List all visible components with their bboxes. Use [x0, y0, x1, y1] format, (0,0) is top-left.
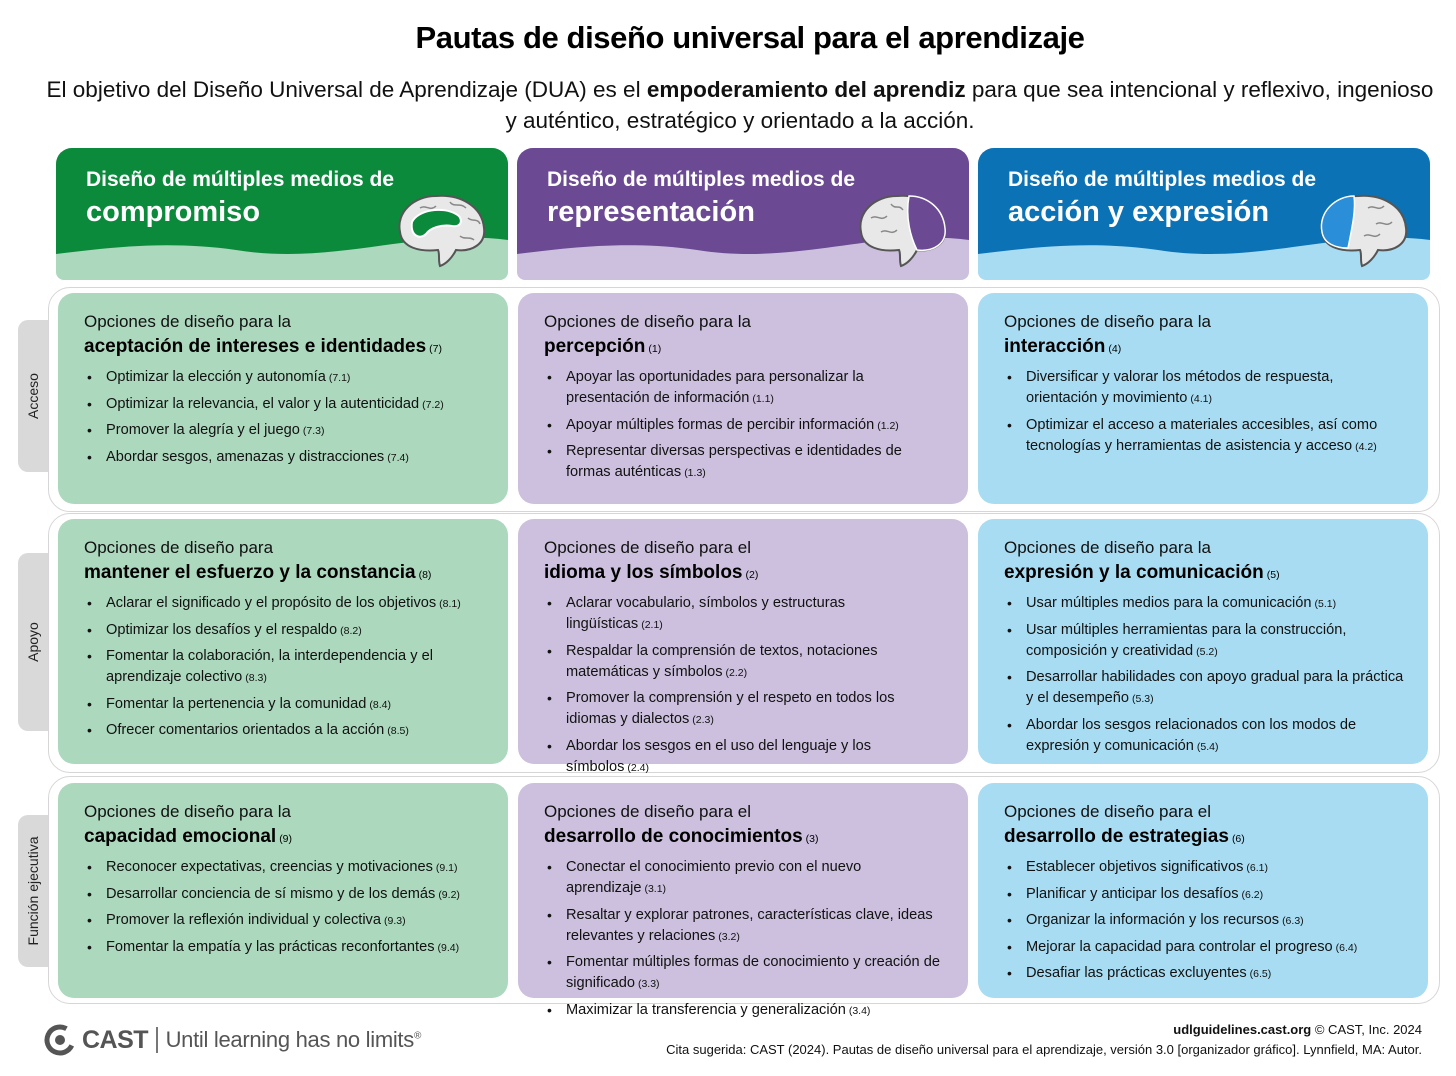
- list-item: • Desarrollar conciencia de sí mismo y de los demás (9.2): [84, 884, 484, 906]
- list-item: • Abordar los sesgos en el uso del lenguaje y los símbolos (2.4): [544, 736, 944, 779]
- list-item: • Representar diversas perspectivas e identidades de formas auténticas (1.3): [544, 441, 944, 484]
- card-heading: desarrollo de conocimientos (3): [544, 826, 819, 847]
- page-title: Pautas de diseño universal para el aprendizaje: [415, 20, 1085, 55]
- card-heading: aceptación de intereses e identidades (7): [84, 336, 442, 357]
- card-heading: desarrollo de estrategias (6): [1004, 826, 1245, 847]
- list-item: • Optimizar la relevancia, el valor y la autenticidad (7.2): [84, 394, 484, 416]
- card-intro: Opciones de diseño para: [84, 538, 274, 557]
- brain-icon: [390, 188, 490, 268]
- list-item: • Ofrecer comentarios orientados a la acción (8.5): [84, 720, 484, 742]
- column-header-small: Diseño de múltiples medios de: [547, 168, 856, 191]
- list-item: • Maximizar la transferencia y generalización (3.4): [544, 1000, 944, 1022]
- card-intro: Opciones de diseño para la: [544, 312, 751, 331]
- tagline: Until learning has no limits®: [165, 1027, 422, 1052]
- column-header-small: Diseño de múltiples medios de: [86, 168, 395, 191]
- list-item: • Fomentar múltiples formas de conocimiento y creación de significado (3.3): [544, 952, 944, 995]
- cast-wordmark: CAST: [82, 1025, 149, 1054]
- list-item: • Desafiar las prácticas excluyentes (6.5): [1004, 963, 1404, 985]
- list-item: • Apoyar múltiples formas de percibir información (1.2): [544, 415, 944, 437]
- list-item: • Usar múltiples herramientas para la construcción, composición y creatividad (5.2): [1004, 620, 1404, 663]
- column-header-big: acción y expresión: [1008, 196, 1270, 228]
- guideline-card-4: [978, 293, 1428, 504]
- guideline-card-8: [58, 519, 508, 764]
- guideline-card-5: [978, 519, 1428, 764]
- list-item: • Abordar los sesgos relacionados con los modos de expresión y comunicación (5.4): [1004, 715, 1404, 758]
- card-intro: Opciones de diseño para el: [544, 802, 751, 821]
- column-header-accion-expresion: [978, 148, 1430, 280]
- guideline-card-7: [58, 293, 508, 504]
- list-item: • Desarrollar habilidades con apoyo gradual para la práctica y el desempeño (5.3): [1004, 667, 1404, 710]
- list-item: • Diversificar y valorar los métodos de respuesta, orientación y movimiento (4.1): [1004, 367, 1404, 410]
- card-intro: Opciones de diseño para el: [1004, 802, 1211, 821]
- footer-citation: udlguidelines.cast.org © CAST, Inc. 2024 Cita sugerida: CAST (2024). Pautas de diseño universal para el aprendizaje, versión 3.0 [organizador gráfico]. Lynnfield, MA: Autor.: [666, 1020, 1422, 1060]
- card-heading: expresión y la comunicación (5): [1004, 562, 1280, 583]
- list-item: • Promover la reflexión individual y colectiva (9.3): [84, 910, 484, 932]
- guideline-card-3: [518, 783, 968, 1018]
- list-item: • Reconocer expectativas, creencias y motivaciones (9.1): [84, 857, 484, 879]
- page-subtitle: El objetivo del Diseño Universal de Aprendizaje (DUA) es el empoderamiento del aprendiz para que sea intencional y reflexivo, ingenioso y auténtico, estratégico y orientado a la acción.: [46, 77, 1434, 133]
- list-item: • Planificar y anticipar los desafíos (6.2): [1004, 884, 1404, 906]
- card-intro: Opciones de diseño para la: [1004, 538, 1211, 557]
- list-item: • Aclarar el significado y el propósito de los objetivos (8.1): [84, 593, 484, 615]
- card-heading: capacidad emocional (9): [84, 826, 293, 847]
- list-item: • Usar múltiples medios para la comunicación (5.1): [1004, 593, 1404, 615]
- guideline-card-6: [978, 783, 1428, 998]
- card-intro: Opciones de diseño para la: [1004, 312, 1211, 331]
- list-item: • Resaltar y explorar patrones, características clave, ideas relevantes y relaciones (3.2): [544, 905, 944, 948]
- column-header-small: Diseño de múltiples medios de: [1008, 168, 1317, 191]
- brain-icon: [1312, 188, 1412, 268]
- list-item: • Apoyar las oportunidades para personalizar la presentación de información (1.1): [544, 367, 944, 410]
- list-item: • Promover la alegría y el juego (7.3): [84, 420, 484, 442]
- list-item: • Fomentar la empatía y las prácticas reconfortantes (9.4): [84, 937, 484, 959]
- column-header-big: representación: [547, 196, 755, 228]
- list-item: • Optimizar el acceso a materiales accesibles, así como tecnologías y herramientas de asistencia y acceso (4.2): [1004, 415, 1404, 458]
- list-item: • Aclarar vocabulario, símbolos y estructuras lingüísticas (2.1): [544, 593, 944, 636]
- list-item: • Conectar el conocimiento previo con el nuevo aprendizaje (3.1): [544, 857, 944, 900]
- guideline-card-9: [58, 783, 508, 998]
- card-heading: idioma y los símbolos (2): [544, 562, 759, 583]
- row-label-acceso: Acceso: [18, 320, 48, 472]
- card-intro: Opciones de diseño para el: [544, 538, 751, 557]
- guideline-card-1: [518, 293, 968, 504]
- row-label-funcion-ejecutiva: Función ejecutiva: [18, 815, 48, 967]
- guideline-card-2: [518, 519, 968, 775]
- list-item: • Organizar la información y los recursos (6.3): [1004, 910, 1404, 932]
- brain-icon: [851, 188, 951, 268]
- card-heading: interacción (4): [1004, 336, 1122, 357]
- list-item: • Optimizar la elección y autonomía (7.1): [84, 367, 484, 389]
- logo-divider: [156, 1027, 158, 1053]
- card-heading: percepción (1): [544, 336, 662, 357]
- list-item: • Respaldar la comprensión de textos, notaciones matemáticas y símbolos (2.2): [544, 641, 944, 684]
- list-item: • Promover la comprensión y el respeto en todos los idiomas y dialectos (2.3): [544, 688, 944, 731]
- column-header-compromiso: [56, 148, 508, 280]
- cast-logo: [44, 1024, 421, 1056]
- card-intro: Opciones de diseño para la: [84, 312, 291, 331]
- column-header-representacion: [517, 148, 969, 280]
- row-label-apoyo: Apoyo: [18, 553, 48, 731]
- list-item: • Fomentar la colaboración, la interdependencia y el aprendizaje colectivo (8.3): [84, 646, 484, 689]
- card-intro: Opciones de diseño para la: [84, 802, 291, 821]
- cast-logo-icon: [44, 1024, 76, 1056]
- list-item: • Optimizar los desafíos y el respaldo (8.2): [84, 620, 484, 642]
- list-item: • Fomentar la pertenencia y la comunidad (8.4): [84, 694, 484, 716]
- site-link[interactable]: udlguidelines.cast.org: [1173, 1022, 1312, 1037]
- list-item: • Abordar sesgos, amenazas y distracciones (7.4): [84, 447, 484, 469]
- column-header-big: compromiso: [86, 196, 261, 228]
- card-heading: mantener el esfuerzo y la constancia (8): [84, 562, 432, 583]
- list-item: • Mejorar la capacidad para controlar el progreso (6.4): [1004, 937, 1404, 959]
- list-item: • Establecer objetivos significativos (6.1): [1004, 857, 1404, 879]
- citation-text: Cita sugerida: CAST (2024). Pautas de diseño universal para el aprendizaje, versión 3.0 [organizador gráfico]. Lynnfield, MA: Autor.: [666, 1042, 1422, 1057]
